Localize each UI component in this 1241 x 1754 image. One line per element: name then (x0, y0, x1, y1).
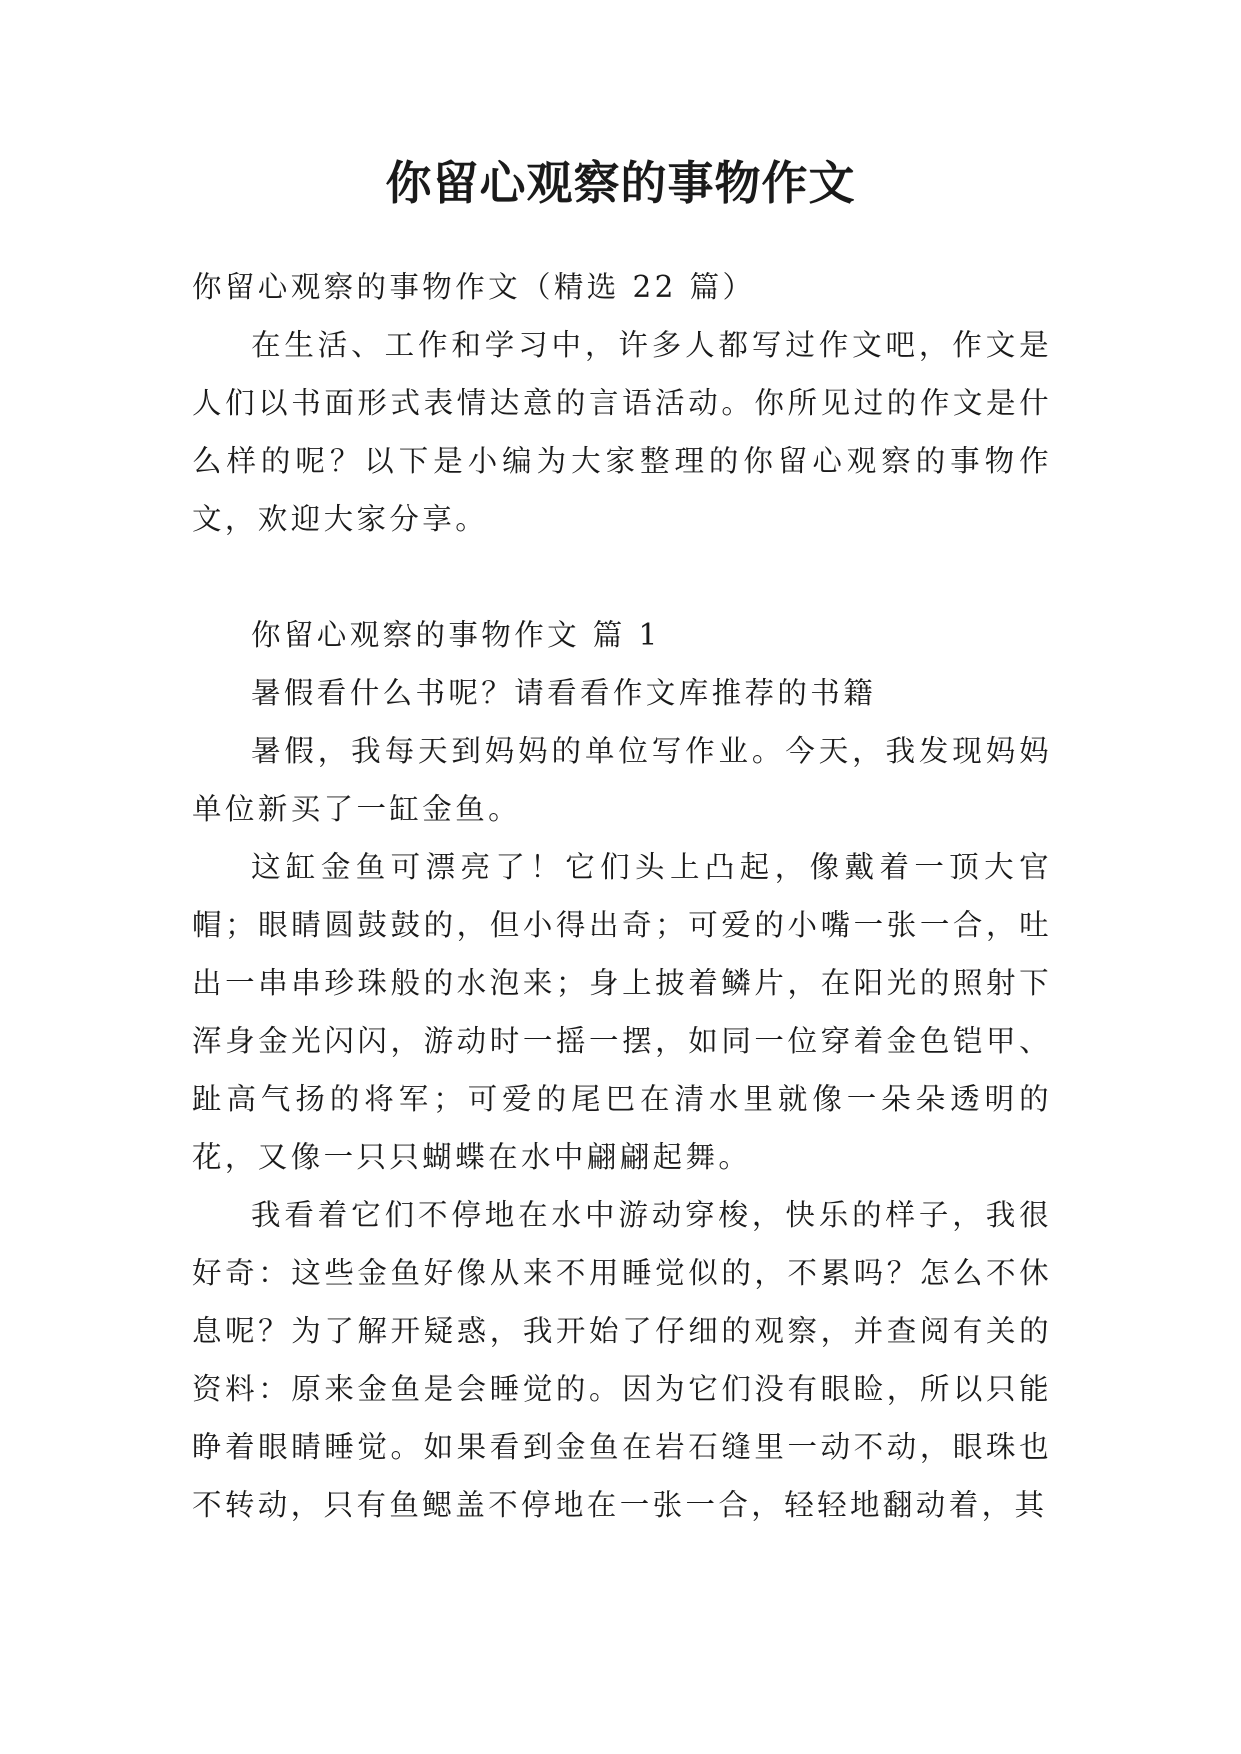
body-paragraph: 暑假，我每天到妈妈的单位写作业。今天，我发现妈妈单位新买了一缸金鱼。 (192, 734, 1052, 826)
section-heading: 你留心观察的事物作文 篇 1 (251, 618, 661, 652)
intro-paragraph: 在生活、工作和学习中，许多人都写过作文吧，作文是人们以书面形式表情达意的言语活动。你所见过的作文是什么样的呢？以下是小编为大家整理的你留心观察的事物作文，欢迎大家分享。 (192, 328, 1052, 536)
document-subtitle: 你留心观察的事物作文（精选 22 篇） (192, 270, 756, 304)
document-body (192, 258, 1052, 1534)
body-paragraph: 暑假看什么书呢？请看看作文库推荐的书籍 (251, 676, 877, 710)
section-spacer (192, 548, 1052, 606)
body-paragraph: 我看着它们不停地在水中游动穿梭，快乐的样子，我很好奇：这些金鱼好像从来不用睡觉似的，不累吗？怎么不休息呢？为了解开疑惑，我开始了仔细的观察，并查阅有关的资料：原来金鱼是会睡觉的。因为它们没有眼睑，所以只能睁着眼睛睡觉。如果看到金鱼在岩石缝里一动不动，眼珠也不转动，只有鱼鳃盖不停地在一张一合，轻轻地翻动着，其 (192, 1198, 1052, 1522)
body-paragraph: 这缸金鱼可漂亮了！它们头上凸起，像戴着一顶大官帽；眼睛圆鼓鼓的，但小得出奇；可爱的小嘴一张一合，吐出一串串珍珠般的水泡来；身上披着鳞片，在阳光的照射下浑身金光闪闪，游动时一摇一摆，如同一位穿着金色铠甲、趾高气扬的将军；可爱的尾巴在清水里就像一朵朵透明的花，又像一只只蝴蝶在水中翩翩起舞。 (192, 850, 1052, 1174)
document-title: 你留心观察的事物作文 (385, 156, 856, 210)
